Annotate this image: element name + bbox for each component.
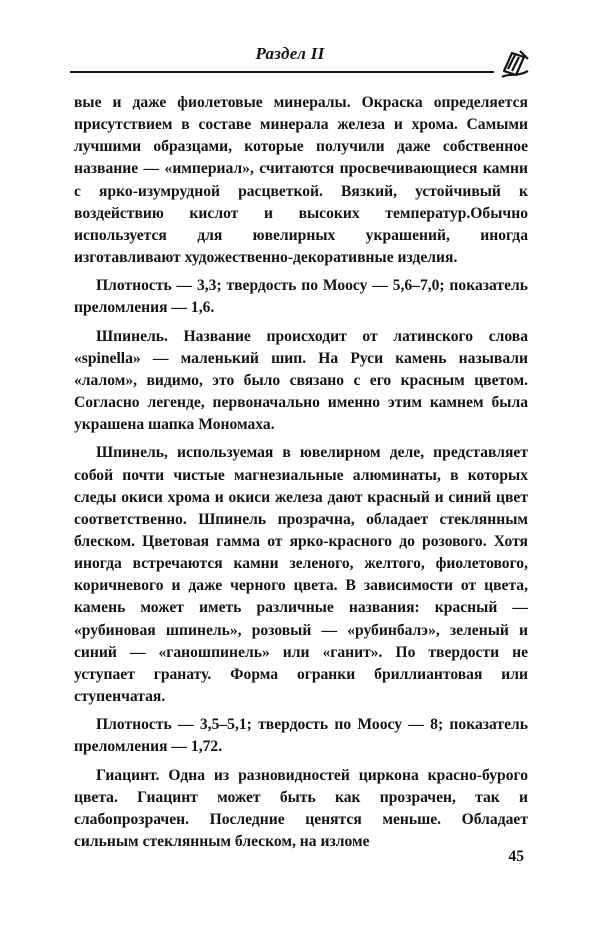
paragraph-term: Шпинель. bbox=[96, 327, 168, 345]
paragraph-hyacinth-intro bbox=[74, 765, 528, 854]
paragraph-spinel-intro bbox=[74, 326, 528, 437]
paragraph-text: Одна из разновидностей циркона красно-бурого цвета. Гиацинт может быть как прозрачен, так и слабопрозрачен. Последние ценятся меньше. Обладает сильным стеклянным блеском, на изломе bbox=[74, 766, 528, 850]
page-number: 45 bbox=[508, 848, 524, 865]
paragraph-text: Шпинель, используемая в ювелирном деле, представляет собой почти чистые магнезиальные алюминаты, в которых следы окиси хрома и окиси железа дают красный и синий цвет соответственно. Шпинель прозрачна, обладает стеклянным блеском. Цветовая гамма от ярко-красного до розового. Хотя иногда встречаются камни зеленого, желтого, фиолетового, коричневого и даже черного цвета. В зависимости от цвета, камень может иметь различные названия: красный — «рубиновая шпинель», розовый — «рубинбалэ», зеленый и синий — «ганошпинель» или «ганит». По твердости не уступает гранату. Форма огранки бриллиантовая или ступенчатая. bbox=[74, 444, 528, 706]
paragraph-properties bbox=[74, 714, 528, 758]
paragraph-text: Плотность — 3,5–5,1; твердость по Моосу — 8; показатель преломления — 1,72. bbox=[74, 716, 528, 756]
running-header bbox=[70, 36, 532, 76]
page-body bbox=[74, 92, 528, 853]
header-rule bbox=[70, 71, 494, 73]
paragraph-text: Название происходит от латинского слова «spinella» — маленький шип. На Руси камень называли «лалом», видимо, это было связано с его красным цветом. Согласно легенде, первоначально именно этим камнем была украшена шапка Мономаха. bbox=[74, 327, 528, 434]
paragraph-term: Гиацинт. bbox=[96, 766, 160, 784]
crossed-quill-book-icon bbox=[498, 47, 532, 81]
paragraph-text: Плотность — 3,3; твердость по Моосу — 5,6–7,0; показатель преломления — 1,6. bbox=[74, 277, 528, 317]
paragraph-properties bbox=[74, 275, 528, 319]
paragraph-text: вые и даже фиолетовые минералы. Окраска определяется присутствием в составе минерала железа и хрома. Самыми лучшими образцами, которые получили даже собственное название — «империал», считаются просвечивающиеся камни с ярко-изумрудной расцветкой. Вязкий, устойчивый к воздействию кислот и высоких температур.Обычно используется для ювелирных украшений, иногда изготавливают художественно-декоративные изделия. bbox=[74, 94, 528, 267]
paragraph-continuation bbox=[74, 92, 528, 269]
section-title: Раздел II bbox=[255, 44, 325, 63]
paragraph-spinel-description bbox=[74, 442, 528, 708]
